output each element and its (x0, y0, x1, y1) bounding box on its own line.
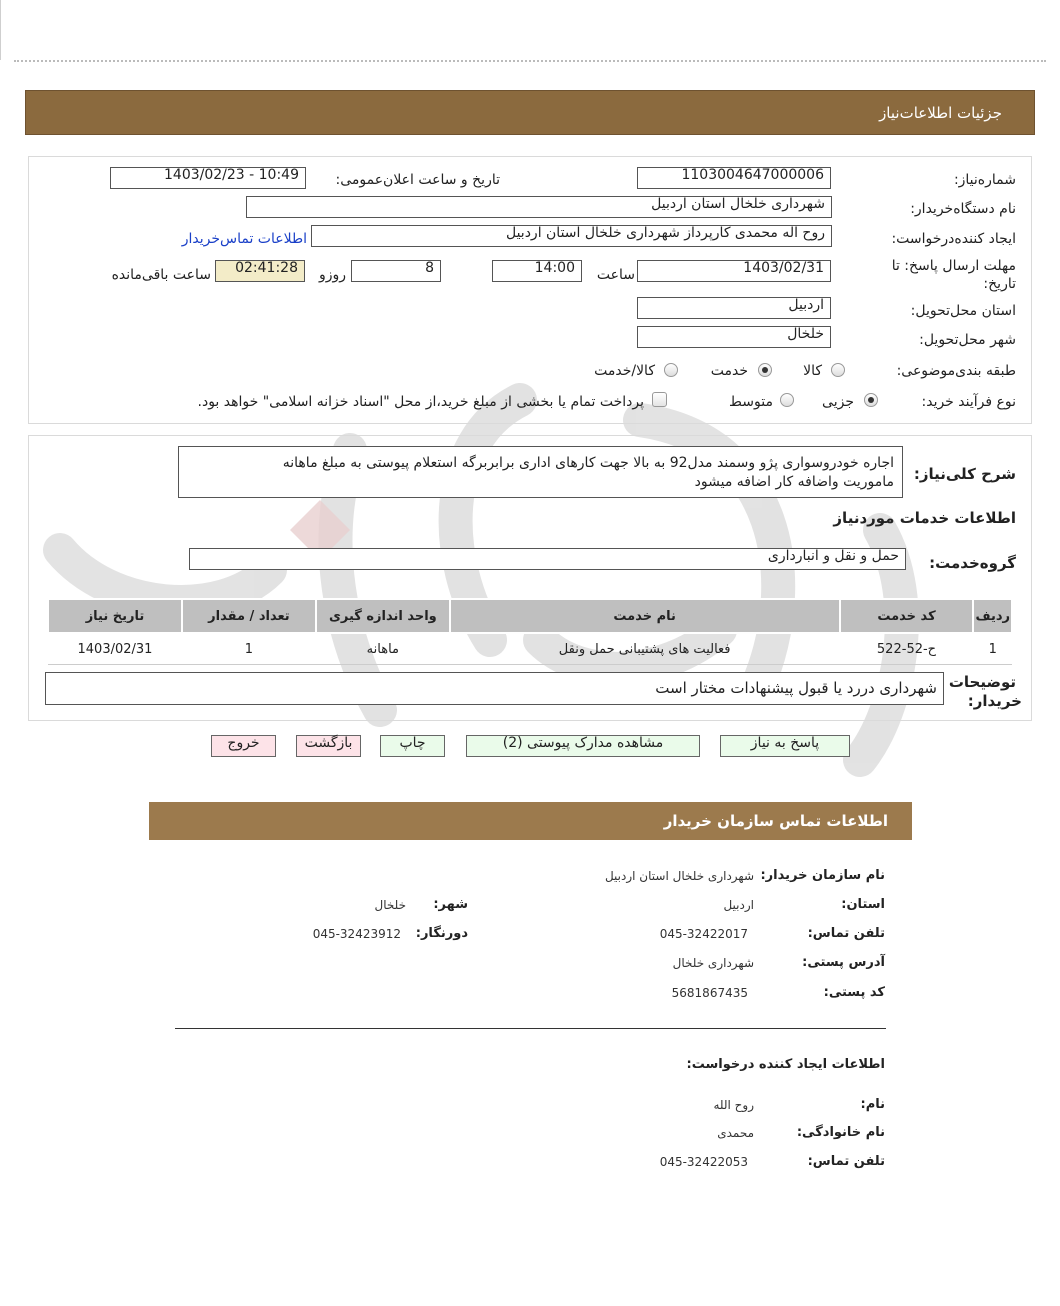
contact-fax-label: دورنگار: (415, 926, 468, 941)
creator-last-name-value: محمدی (717, 1126, 754, 1140)
category-option-goods: کالا (803, 363, 822, 379)
need-number-field[interactable]: 1103004647000006 (637, 167, 831, 189)
contact-fax-value: 045-32423912 (312, 927, 401, 941)
deadline-label-date: تاریخ: (983, 276, 1016, 292)
buyer-notes-field[interactable]: شهرداری دررد یا قبول پیشنهادات مختار است (45, 672, 944, 705)
days-label: روزو (318, 267, 346, 283)
services-table (47, 598, 1013, 665)
contact-province-value: اردبیل (723, 898, 754, 912)
col-service-name: نام خدمت (450, 599, 840, 633)
deadline-label: مهلت ارسال پاسخ: تا (891, 258, 1016, 274)
creator-label: ایجاد کننده‌درخواست: (891, 231, 1016, 247)
buyer-org-field[interactable]: شهرداری خلخال استان اردبیل (246, 196, 832, 218)
cell-service-name: فعالیت های پشتیبانی حمل ونقل (450, 633, 840, 665)
category-radio-goods-service[interactable] (664, 363, 678, 377)
summary-line-1: اجاره خودروسواری پژو وسمند مدل92 به بالا جهت کارهای اداری برابربرگه استعلام پیوستی به مبلغ ماهانه (282, 455, 894, 471)
category-option-goods-service: کالا/خدمت (594, 363, 655, 379)
cell-unit: ماهانه (316, 633, 450, 665)
cell-quantity: 1 (182, 633, 316, 665)
contact-address-label: آدرس پستی: (802, 955, 885, 970)
buyer-notes-label-2: خریدار: (967, 692, 1022, 710)
contact-city-value: خلخال (374, 898, 406, 912)
contact-title: اطلاعات تماس سازمان خریدار (663, 812, 888, 830)
deadline-date-field[interactable]: 1403/02/31 (637, 260, 831, 282)
summary-line-2: ماموریت واضافه کار اضافه میشود (694, 474, 894, 490)
process-radio-medium[interactable] (780, 393, 794, 407)
summary-field[interactable] (178, 446, 903, 498)
summary-label: شرح کلی‌نیاز: (913, 465, 1016, 483)
col-need-date: تاریخ نیاز (48, 599, 182, 633)
buyer-notes-label: توضیحات (948, 673, 1016, 691)
contact-province-label: استان: (841, 897, 885, 912)
col-service-code: کد خدمت (840, 599, 974, 633)
contact-postal-label: کد پستی: (823, 985, 885, 1000)
city-field[interactable]: خلخال (637, 326, 831, 348)
creator-phone-value: 045-32422053 (659, 1155, 748, 1169)
creator-phone-label: تلفن تماس: (807, 1154, 885, 1169)
contact-org-value: شهرداری خلخال استان اردبیل (604, 869, 754, 883)
print-button[interactable]: چاپ (380, 735, 445, 757)
announce-datetime-field[interactable]: 1403/02/23 - 10:49 (110, 167, 306, 189)
contact-phone-value: 045-32422017 (659, 927, 748, 941)
table-row[interactable] (48, 633, 1012, 665)
contact-address-value: شهرداری خلخال (672, 956, 754, 970)
category-label: طبقه بندی‌موضوعی: (896, 363, 1016, 379)
contact-postal-value: 5681867435 (671, 986, 748, 1000)
col-unit: واحد اندازه گیری (316, 599, 450, 633)
col-quantity: تعداد / مقدار (182, 599, 316, 633)
creator-field[interactable]: روح اله محمدی کارپرداز شهرداری خلخال استان اردبیل (311, 225, 832, 247)
creator-first-name-label: نام: (860, 1097, 885, 1112)
attachments-button[interactable]: مشاهده مدارک پیوستی (2) (466, 735, 700, 757)
category-radio-service[interactable] (758, 363, 772, 377)
creator-first-name-value: روح الله (713, 1098, 754, 1112)
exit-button[interactable]: خروج (211, 735, 276, 757)
contact-city-label: شهر: (433, 897, 468, 912)
category-radio-goods[interactable] (831, 363, 845, 377)
process-radio-minor[interactable] (864, 393, 878, 407)
window-edge (0, 0, 1, 60)
process-label: نوع فرآیند خرید: (921, 394, 1016, 410)
page-title: جزئیات اطلاعات‌نیاز (879, 104, 1002, 122)
service-group-field[interactable]: حمل و نقل و انبارداری (189, 548, 906, 570)
process-option-medium: متوسط (729, 394, 773, 410)
creator-last-name-label: نام خانوادگی: (796, 1125, 885, 1140)
province-label: استان محل‌تحویل: (910, 303, 1016, 319)
cell-service-code: ح-52-522 (840, 633, 974, 665)
treasury-note: پرداخت تمام یا بخشی از مبلغ خرید،از محل "اسناد خزانه اسلامی" خواهد بود. (197, 394, 644, 410)
creator-info-title: اطلاعات ایجاد کننده درخواست: (686, 1057, 885, 1072)
contact-phone-label: تلفن تماس: (807, 926, 885, 941)
deadline-time-field[interactable]: 14:00 (492, 260, 582, 282)
need-number-label: شماره‌نیاز: (953, 172, 1016, 188)
service-group-label: گروه‌خدمت: (929, 554, 1016, 572)
reply-button[interactable]: پاسخ به نیاز (720, 735, 850, 757)
buyer-contact-link[interactable]: اطلاعات تماس‌خریدار (181, 231, 307, 247)
cell-need-date: 1403/02/31 (48, 633, 182, 665)
col-row: ردیف (973, 599, 1012, 633)
remaining-label: ساعت باقی‌مانده (111, 267, 211, 283)
remaining-time-field: 02:41:28 (215, 260, 305, 282)
contact-org-label: نام سازمان خریدار: (760, 868, 885, 883)
cell-row: 1 (973, 633, 1012, 665)
province-field[interactable]: اردبیل (637, 297, 831, 319)
contact-header (149, 802, 912, 840)
back-button[interactable]: بازگشت (296, 735, 361, 757)
page-header (25, 90, 1035, 135)
city-label: شهر محل‌تحویل: (919, 332, 1016, 348)
treasury-checkbox[interactable] (652, 392, 667, 407)
days-field[interactable]: 8 (351, 260, 441, 282)
contact-divider (175, 1028, 886, 1029)
announce-label: تاریخ و ساعت اعلان‌عمومی: (335, 172, 500, 188)
category-option-service: خدمت (710, 363, 748, 379)
top-divider (14, 60, 1046, 62)
time-label: ساعت (596, 267, 635, 283)
process-option-minor: جزیی (822, 394, 854, 410)
buyer-org-label: نام دستگاه‌خریدار: (910, 201, 1016, 217)
services-heading: اطلاعات خدمات موردنیاز (833, 509, 1016, 527)
